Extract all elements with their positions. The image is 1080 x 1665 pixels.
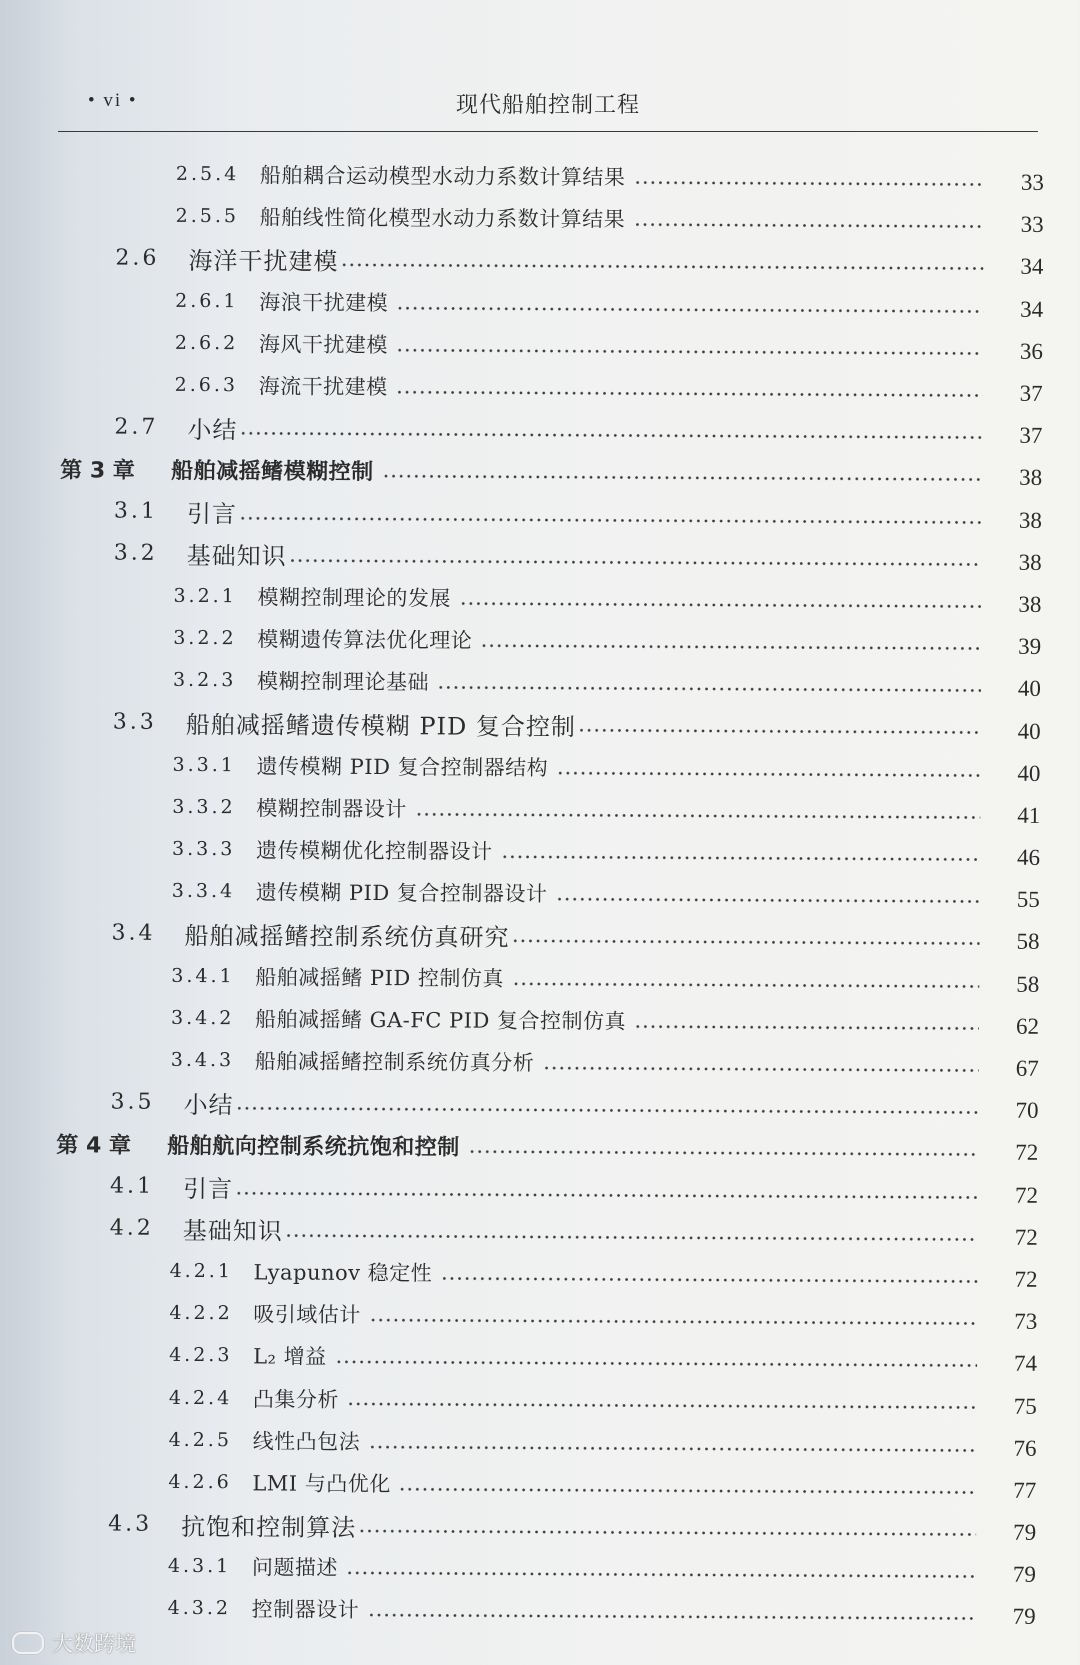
toc-entry-subsection [0,785,1080,833]
dot-leader [235,1081,978,1127]
dot-leader [346,1546,976,1592]
toc-entry-title: 船舶航向控制系统抗饱和控制 [167,1133,460,1161]
toc-entry-section [1,700,1080,748]
toc-entry-number: 3.3.3 [171,837,236,861]
toc-entry-number: 3.2.1 [173,584,237,608]
page-marker: • vi • [88,90,138,111]
toc-entry-subsection [0,953,1079,1001]
toc-entry-page: 38 [1018,507,1043,533]
toc-entry-number: 2.6.2 [174,331,239,355]
dot-leader [578,704,981,749]
toc-entry-subsection [0,1249,1078,1297]
toc-entry-title: 抗饱和控制算法 [181,1512,357,1542]
toc-entry-page: 76 [1013,1435,1037,1461]
toc-entry-number: 3.2 [113,540,158,567]
toc-entry-section [3,236,1080,284]
dot-leader [235,1166,978,1212]
toc-entry-page: 37 [1019,380,1043,406]
toc-entry-page: 33 [1020,169,1044,195]
toc-entry-title: 船舶减摇鳍 PID 控制仿真 [255,965,504,991]
toc-entry-page: 37 [1019,422,1043,449]
dot-leader [459,576,982,621]
toc-entry-subsection [0,996,1079,1044]
toc-entry-page: 33 [1020,212,1044,238]
dot-leader [289,533,982,579]
toc-entry-title: 海风干扰建模 [258,332,389,357]
toc-entry-subsection [1,574,1080,622]
toc-entry-page: 55 [1016,887,1040,913]
toc-entry-title: 引言 [182,1175,234,1204]
toc-entry-page: 40 [1017,676,1042,702]
toc-entry-section [0,1207,1078,1255]
toc-entry-number: 4.2.6 [168,1470,232,1494]
toc-entry-title: 小结 [187,415,238,444]
dot-leader [369,1293,978,1339]
toc-entry-title: 海流干扰建模 [258,374,388,400]
dot-leader [382,449,983,495]
toc-entry-subsection [0,1375,1077,1423]
toc-entry-subsection [1,616,1080,664]
toc-entry-title: 基础知识 [182,1217,283,1246]
toc-entry-page: 70 [1015,1097,1039,1124]
dot-leader [555,872,980,917]
toc-entry-section [2,532,1080,580]
toc-entry-subsection [0,1333,1077,1381]
toc-entry-section [0,911,1080,959]
dot-leader [340,238,983,284]
toc-entry-page: 58 [1016,929,1040,955]
toc-entry-number: 3.3 [112,709,157,735]
dot-leader [335,1335,978,1381]
toc-entry-number: 3.2.3 [172,669,237,692]
toc-entry-title: 船舶减摇鳍遗传模糊 PID 复合控制 [185,710,576,742]
toc-entry-number: 3.4.3 [170,1048,235,1072]
toc-entry-number: 4.1 [110,1173,155,1199]
watermark-text: 大数跨境 [52,1632,136,1656]
toc-entry-page: 72 [1014,1182,1039,1208]
toc-entry-title: 问题描述 [251,1555,338,1581]
dot-leader [542,1041,979,1086]
dot-leader [500,830,980,875]
toc-entry-title: LMI 与凸优化 [252,1471,391,1497]
dot-leader [396,281,983,327]
toc-entry-number: 4.3 [108,1511,153,1537]
toc-entry-number: 4.2 [109,1215,154,1242]
logo-icon [12,1632,44,1654]
dot-leader [367,1588,976,1634]
dot-leader [368,1420,977,1466]
toc-entry-number: 3.2.2 [173,627,237,650]
toc-entry-title: 海洋干扰建模 [188,246,339,276]
toc-entry-page: 34 [1020,296,1044,322]
dot-leader [239,406,982,452]
toc-entry-subsection [4,194,1080,242]
toc-entry-title: 模糊控制理论基础 [256,669,430,695]
toc-entry-page: 58 [1016,971,1040,997]
toc-entry-title: 遗传模糊 PID 复合控制器结构 [256,754,549,780]
toc-entry-page: 79 [1013,1519,1037,1545]
watermark [12,1628,136,1658]
toc-entry-section [0,1164,1078,1212]
dot-leader [239,491,982,537]
book-title: 现代船舶控制工程 [455,93,640,118]
toc-entry-subsection [0,1418,1077,1466]
table-of-contents [0,152,1080,1635]
toc-entry-number: 3.5 [110,1089,155,1115]
running-header [58,84,1038,124]
toc-entry-number: 第 3 章 [60,458,135,484]
dot-leader [415,787,981,832]
toc-entry-title: 线性凸包法 [252,1429,361,1454]
toc-entry-page: 77 [1013,1477,1037,1503]
toc-entry-number: 3.4.2 [170,1006,235,1030]
toc-entry-title: 凸集分析 [252,1386,339,1412]
toc-entry-page: 40 [1017,760,1041,786]
toc-entry-number: 4.3.1 [167,1555,232,1578]
toc-entry-page: 67 [1015,1055,1039,1081]
toc-entry-chapter [2,447,1080,495]
toc-entry-page: 73 [1014,1308,1038,1335]
toc-entry-number: 3.1 [113,498,159,524]
dot-leader [396,365,983,411]
toc-entry-number: 4.2.1 [169,1259,234,1283]
toc-entry-page: 79 [1012,1604,1036,1630]
dot-leader [633,156,984,200]
toc-entry-title: 船舶线性简化模型水动力系数计算结果 [259,205,626,232]
toc-entry-chapter [0,1122,1078,1170]
toc-entry-number: 2.7 [114,414,159,440]
dot-leader [440,1251,978,1296]
toc-entry-title: 模糊控制理论的发展 [257,585,452,611]
toc-entry-subsection [3,321,1080,369]
toc-entry-number: 4.2.3 [169,1344,233,1367]
toc-entry-number: 4.2.2 [169,1302,233,1325]
header-rule [58,131,1038,132]
toc-entry-title: 模糊遗传算法优化理论 [257,627,473,653]
toc-entry-subsection [0,1586,1076,1634]
dot-leader [347,1377,977,1423]
toc-entry-page: 40 [1017,718,1041,744]
toc-entry-number: 4.2.4 [168,1386,233,1409]
toc-entry-page: 39 [1018,633,1042,660]
dot-leader [399,1462,977,1508]
dot-leader [556,746,981,791]
toc-entry-subsection [0,743,1080,791]
toc-entry-page: 79 [1012,1562,1036,1588]
toc-entry-title: 遗传模糊优化控制器设计 [255,838,493,864]
toc-entry-section [0,1080,1079,1128]
toc-entry-subsection [3,363,1080,411]
toc-entry-number: 2.5.5 [175,205,240,228]
toc-entry-title: 船舶减摇鳍模糊控制 [171,458,374,485]
toc-entry-number: 3.3.1 [172,753,236,776]
toc-entry-subsection [3,278,1080,326]
toc-entry-title: 控制器设计 [251,1597,360,1623]
toc-entry-page: 46 [1016,844,1041,870]
toc-entry-subsection [0,1291,1077,1339]
toc-entry-title: 小结 [183,1090,234,1119]
toc-entry-section [2,405,1080,453]
dot-leader [480,619,981,664]
toc-entry-number: 4.3.2 [167,1597,232,1620]
toc-entry-number: 3.4 [111,920,156,946]
toc-entry-page: 74 [1014,1351,1038,1377]
dot-leader [511,914,979,959]
toc-entry-page: 36 [1019,338,1043,364]
toc-entry-subsection [0,1038,1079,1086]
toc-entry-title: 海浪干扰建模 [259,290,389,315]
toc-entry-number: 2.5.4 [175,162,240,186]
toc-entry-number: 3.3.4 [171,880,236,903]
dot-leader [468,1125,979,1170]
toc-entry-number: 3.3.2 [172,795,236,819]
toc-entry-title: 船舶减摇鳍控制系统仿真分析 [254,1049,535,1076]
toc-entry-number: 第 4 章 [56,1133,132,1159]
toc-entry-page: 38 [1018,591,1042,617]
toc-entry-section [2,489,1080,537]
toc-entry-title: L₂ 增益 [253,1344,327,1370]
toc-entry-title: 船舶减摇鳍控制系统仿真研究 [184,921,510,952]
toc-entry-page: 38 [1019,465,1043,491]
toc-entry-title: 吸引域估计 [253,1302,361,1328]
toc-entry-title: 遗传模糊 PID 复合控制器设计 [255,880,548,907]
toc-entry-page: 75 [1013,1393,1037,1419]
toc-entry-page: 72 [1015,1140,1039,1166]
toc-entry-title: 船舶减摇鳍 GA-FC PID 复合控制仿真 [254,1007,627,1034]
toc-entry-number: 2.6 [115,245,160,271]
toc-entry-subsection [0,1460,1076,1508]
dot-leader [285,1208,978,1254]
toc-entry-title: 船舶耦合运动模型水动力系数计算结果 [259,163,626,190]
toc-entry-page: 34 [1020,254,1044,280]
dot-leader [437,661,981,706]
toc-entry-subsection [0,827,1080,875]
toc-entry-page: 72 [1014,1266,1038,1292]
dot-leader [633,198,984,242]
toc-entry-number: 2.6.3 [174,373,239,397]
toc-entry-section [0,1502,1076,1550]
toc-entry-subsection [0,869,1080,917]
toc-entry-subsection [1,658,1080,706]
toc-entry-title: 基础知识 [186,542,287,571]
toc-entry-subsection [4,152,1080,200]
dot-leader [634,999,979,1043]
toc-entry-number: 4.2.5 [168,1428,233,1451]
toc-entry-number: 3.4.1 [171,964,235,987]
toc-entry-title: Lyapunov 稳定性 [253,1260,433,1286]
toc-entry-page: 72 [1014,1224,1038,1250]
dot-leader [358,1504,976,1550]
toc-entry-page: 41 [1017,802,1041,828]
toc-entry-subsection [0,1544,1076,1592]
toc-entry-page: 62 [1015,1013,1040,1039]
toc-entry-page: 38 [1018,549,1042,575]
toc-entry-number: 2.6.1 [175,289,239,312]
dot-leader [396,323,983,369]
toc-entry-title: 引言 [186,500,238,529]
dot-leader [512,956,980,1001]
toc-entry-title: 模糊控制器设计 [256,796,407,822]
